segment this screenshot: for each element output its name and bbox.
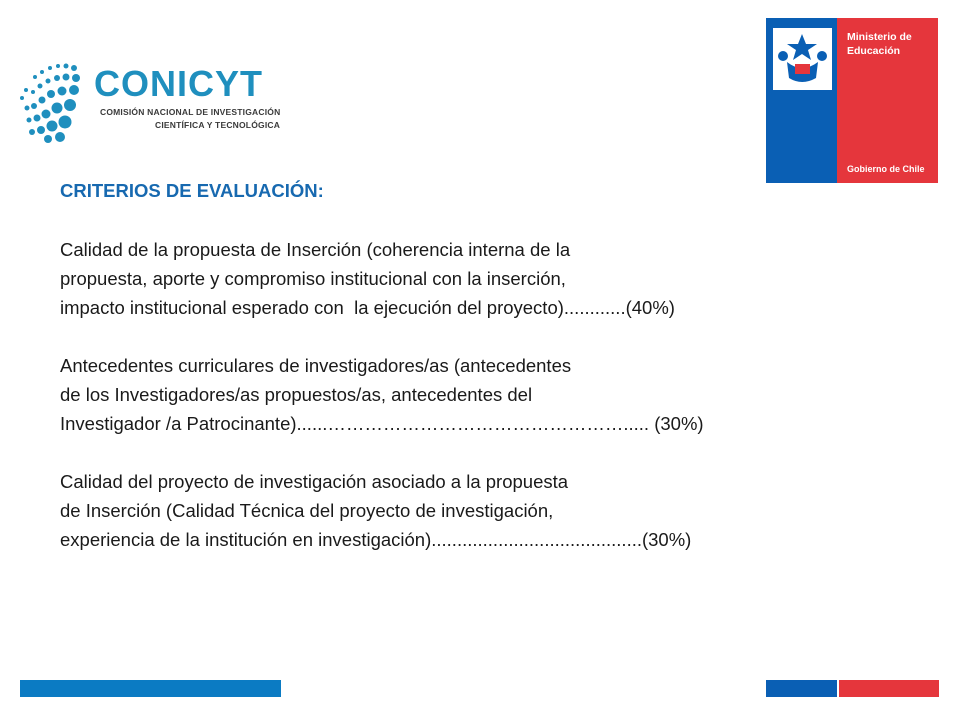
criterion-line: experiencia de la institución en investigación).........................................(30%) bbox=[60, 529, 692, 550]
chile-coat-of-arms-icon bbox=[773, 28, 832, 90]
criterion-line: Calidad del proyecto de investigación asociado a la propuesta bbox=[60, 471, 569, 492]
footer-bar-gov-blue bbox=[766, 680, 837, 697]
criterion-line: Calidad de la propuesta de Inserción (coherencia interna de la bbox=[60, 239, 571, 260]
ministry-name: Ministerio de Educación bbox=[847, 31, 912, 57]
evaluation-criteria bbox=[60, 176, 920, 554]
conicyt-dots-icon bbox=[14, 60, 98, 144]
conicyt-subtitle-line2: CIENTÍFICA Y TECNOLÓGICA bbox=[155, 120, 281, 130]
criterion-line: de Inserción (Calidad Técnica del proyecto de investigación, bbox=[60, 500, 554, 521]
criterion-paragraph bbox=[60, 235, 920, 322]
conicyt-subtitle-line1: COMISIÓN NACIONAL DE INVESTIGACIÓN bbox=[100, 107, 281, 117]
criterion-line: impacto institucional esperado con la ejecución del proyecto)............(40%) bbox=[60, 297, 675, 318]
gov-logo-blue-panel bbox=[766, 18, 837, 183]
criterion-paragraph bbox=[60, 467, 920, 554]
criterion-line: propuesta, aporte y compromiso institucional con la inserción, bbox=[60, 268, 566, 289]
government-name: Gobierno de Chile bbox=[847, 164, 925, 174]
criterion-paragraph bbox=[60, 351, 920, 438]
criterion-line: de los Investigadores/as propuestos/as, antecedentes del bbox=[60, 384, 533, 405]
gobierno-de-chile-logo bbox=[766, 18, 938, 183]
gov-logo-red-panel bbox=[837, 18, 938, 183]
footer-bar-gov-red bbox=[839, 680, 939, 697]
criterion-line: Investigador /a Patrocinante)......…………………………………………..... (30%) bbox=[60, 413, 704, 434]
criterion-line: Antecedentes curriculares de investigadores/as (antecedentes bbox=[60, 355, 572, 376]
conicyt-logo bbox=[14, 60, 294, 144]
page-title: CRITERIOS DE EVALUACIÓN: bbox=[60, 180, 324, 201]
conicyt-wordmark: CONICYT bbox=[94, 63, 263, 104]
footer-bar-blue bbox=[20, 680, 281, 697]
